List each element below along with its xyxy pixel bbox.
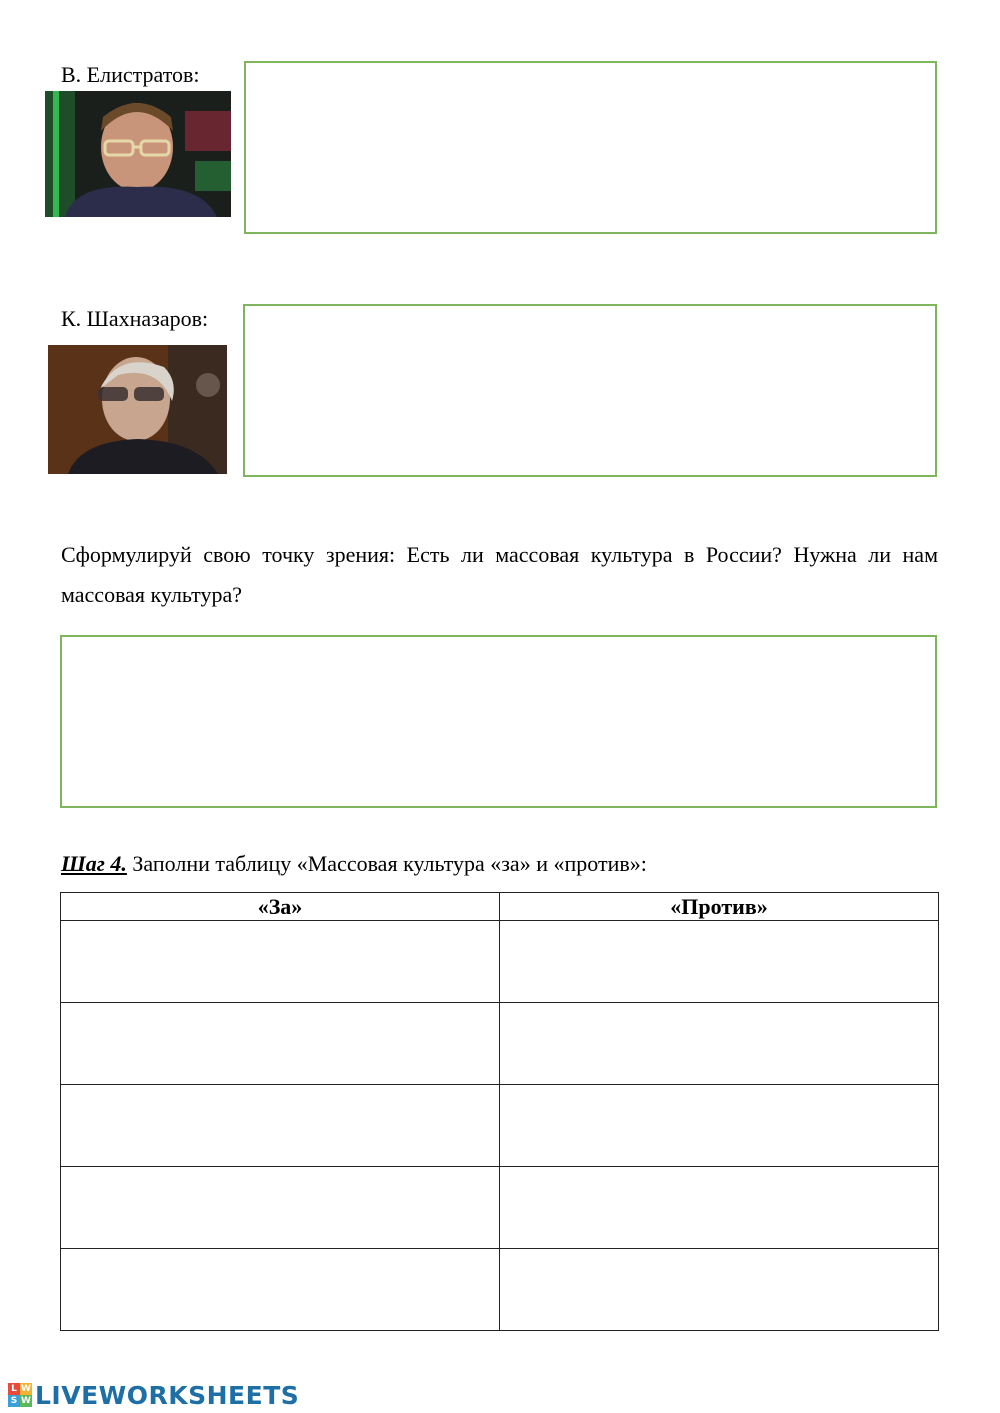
pro-cell[interactable] — [61, 1003, 500, 1085]
table-row — [61, 1085, 939, 1167]
liveworksheets-logo-text: LIVEWORKSHEETS — [35, 1380, 300, 1410]
liveworksheets-logo-icon: L W S W — [8, 1383, 32, 1407]
con-cell[interactable] — [500, 1003, 939, 1085]
speaker-2-photo — [48, 345, 227, 474]
column-header-pro: «За» — [61, 893, 500, 921]
opinion-question: Сформулируй свою точку зрения: Есть ли массовая культура в России? Нужна ли нам массовая культура? — [61, 542, 938, 607]
opinion-answer-box[interactable] — [60, 635, 937, 808]
speaker-1-photo — [45, 91, 231, 217]
table-row — [61, 1249, 939, 1331]
speaker-1-label: В. Елистратов: — [61, 62, 200, 87]
portrait-image-icon — [45, 91, 231, 217]
pro-cell[interactable] — [61, 1167, 500, 1249]
step-4-instruction — [61, 850, 647, 878]
pro-cell[interactable] — [61, 1249, 500, 1331]
table-header-row — [61, 893, 939, 921]
con-cell[interactable] — [500, 1085, 939, 1167]
table-row — [61, 921, 939, 1003]
speaker-2-answer-box[interactable] — [243, 304, 937, 477]
pro-cell[interactable] — [61, 1085, 500, 1167]
con-cell[interactable] — [500, 1249, 939, 1331]
pro-cell[interactable] — [61, 921, 500, 1003]
speaker-2-label: К. Шахназаров: — [61, 306, 209, 331]
column-header-con: «Против» — [500, 893, 939, 921]
con-cell[interactable] — [500, 921, 939, 1003]
liveworksheets-footer — [8, 1380, 299, 1410]
table-row — [61, 1167, 939, 1249]
speaker-1-answer-box[interactable] — [244, 61, 937, 234]
step-text: Заполни таблицу «Массовая культура «за» и «против»: — [126, 851, 647, 876]
con-cell[interactable] — [500, 1167, 939, 1249]
pro-con-table — [60, 892, 939, 1331]
step-number: Шаг 4. — [61, 851, 127, 876]
table-row — [61, 1003, 939, 1085]
portrait-image-icon — [48, 345, 227, 474]
